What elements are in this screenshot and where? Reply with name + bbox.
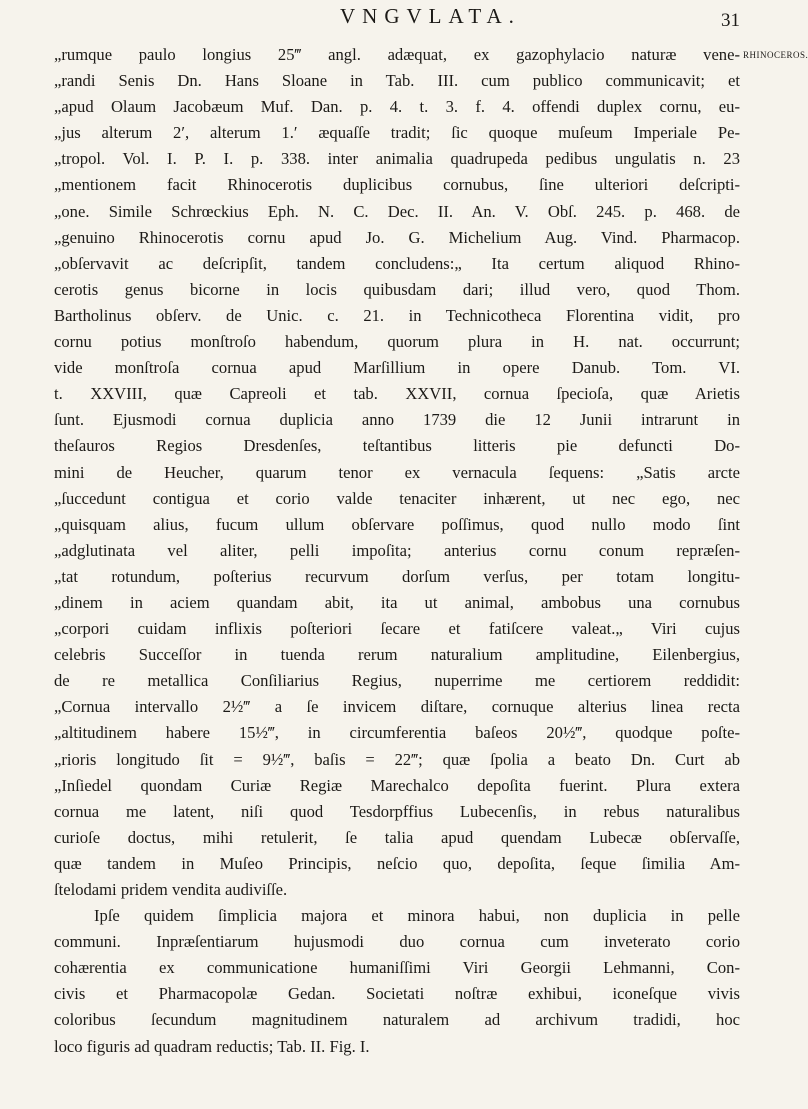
text-line: communi. Inpræſentiarum hujusmodi duo cornua cum inveterato corio [54,932,740,952]
text-line: „tat rotundum, poſterius recurvum dorſum verſus, per totam longitu- [54,566,740,586]
text-line: „one. Simile Schrœckius Eph. N. C. Dec. II. An. V. Obſ. 245. p. 468. de [54,201,740,221]
text-line: de re metallica Conſiliarius Regius, nuperrime me certiorem reddidit: [54,671,740,691]
text-line: „adglutinata vel aliter, pelli impoſita; anterius cornu conum repræſen- [54,540,740,560]
text-line: coloribus ſecundum magnitudinem naturalem ad archivum tradidi, hoc [54,1010,740,1030]
text-line: „obſervavit ac deſcripſit, tandem concludens:„ Ita certum aliquod Rhino- [54,253,740,273]
text-line: „rumque paulo longius 25‴ angl. adæquat, ex gazophylacio naturæ vene- [54,45,740,64]
text-line: „quisquam alius, fucum ullum obſervare poſſimus, quod nullo modo ſint [54,514,740,534]
running-title: VNGVLATA. [340,4,521,28]
text-line: „rioris longitudo ſit = 9½‴, baſis = 22‴; quæ ſpolia a beato Dn. Curt ab [54,749,740,769]
text-line: „tropol. Vol. I. P. I. p. 338. inter animalia quadrupeda pedibus ungulatis n. 23 [54,149,740,169]
text-line: mini de Heucher, quarum tenor ex vernacula ſequens: „Satis arcte [54,462,740,482]
text-line: cornu potius monſtroſo habendum, quorum plura in H. nat. occurrunt; [54,332,740,352]
text-line: Bartholinus obſerv. de Unic. c. 21. in Technicotheca Florentina vidit, pro [54,305,740,325]
text-line: curioſe doctus, mihi retulerit, ſe talia apud quendam Lubecæ obſervaſſe, [54,827,740,847]
text-line: celebris Succeſſor in tuenda rerum naturalium amplitudine, Eilenbergius, [54,645,740,665]
text-line: „altitudinem habere 15½‴, in circumferentia baſeos 20½‴, quodque poſte- [54,723,740,743]
text-line: „mentionem facit Rhinocerotis duplicibus cornubus, ſine ulteriori deſcripti- [54,175,740,195]
text-line: cornua me latent, niſi quod Tesdorpffius Lubecenſis, in rebus naturalibus [54,801,740,821]
text-line: „jus alterum 2ʹ, alterum 1.ʹ æquaſſe tradit; ſic quoque muſeum Imperiale Pe- [54,123,740,143]
text-line: theſauros Regios Dresdenſes, teſtantibus litteris pie defuncti Do- [54,436,740,456]
text-line: „apud Olaum Jacobæum Muf. Dan. p. 4. t. 3. f. 4. offendi duplex cornu, eu- [54,97,740,117]
text-line: cerotis genus bicorne in locis quibusdam dari; illud vero, quod Thom. [54,279,740,299]
text-line: quæ tandem in Muſeo Principis, neſcio quo, depoſita, ſeque ſimilia Am- [54,853,740,873]
page-header [0,4,800,44]
text-line: „genuino Rhinocerotis cornu apud Jo. G. Michelium Aug. Vind. Pharmacop. [54,227,740,247]
text-line: t. XXVIII, quæ Capreoli et tab. XXVII, cornua ſpecioſa, quæ Arietis [54,384,740,404]
text-line: civis et Pharmacopolæ Gedan. Societati noſtræ exhibui, iconeſque vivis [54,984,740,1004]
text-line: „randi Senis Dn. Hans Sloane in Tab. III. cum publico communicavit; et [54,71,740,91]
text-line: ſunt. Ejusmodi cornua duplicia anno 1739 die 12 Junii intrarunt in [54,410,740,430]
text-line: „corpori cuidam inflixis poſteriori ſecare et fatiſcere valeat.„ Viri cujus [54,619,740,639]
text-line: Ipſe quidem ſimplicia majora et minora habui, non duplicia in pelle [94,906,740,926]
text-line: „Cornua intervallo 2½‴ a ſe invicem diſtare, cornuque alterius linea recta [54,697,740,717]
text-line: „dinem in aciem quandam abit, ita ut animal, ambobus una cornubus [54,592,740,612]
marginal-note: RHINOCEROS. [743,50,808,60]
text-line: „Inſiedel quondam Curiæ Regiæ Marechalco depoſita fuerint. Plura extera [54,775,740,795]
text-line: ſtelodami pridem vendita audiviſſe. [54,880,288,899]
text-line: vide monſtroſa cornua apud Marſillium in opere Danub. Tom. VI. [54,358,740,378]
body-text [54,42,740,1060]
text-line: „ſuccedunt contigua et corio valde tenaciter inhærent, ut nec ego, nec [54,488,740,508]
text-line: loco figuris ad quadram reductis; Tab. II. Fig. I. [54,1036,370,1056]
page-number: 31 [721,10,740,31]
text-line: cohærentia ex communicatione humaniſſimi Viri Georgii Lehmanni, Con- [54,958,740,978]
